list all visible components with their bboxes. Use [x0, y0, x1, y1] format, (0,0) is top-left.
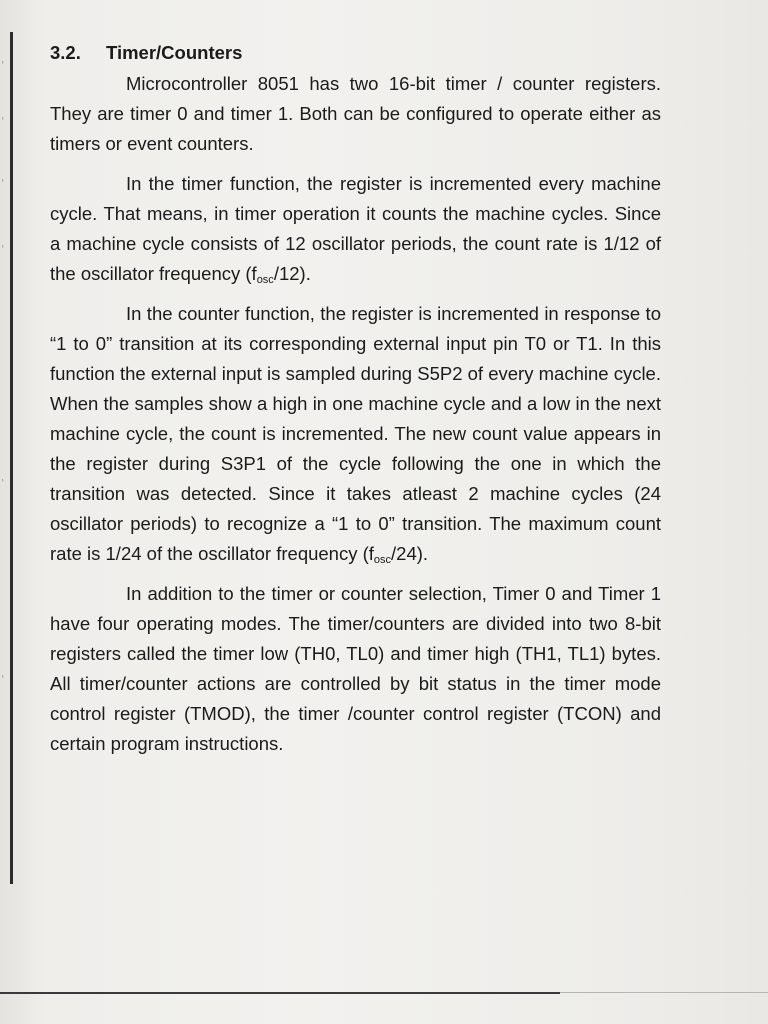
subscript: osc [373, 554, 392, 566]
paragraph-intro: Microcontroller 8051 has two 16-bit timer / counter registers. They are timer 0 and timer 1. Both can be configured to operate either as timers or event counters. [50, 73, 661, 154]
margin-bleed-mark: ʿ [0, 117, 6, 127]
page-bottom-edge [0, 992, 560, 994]
paragraph-timer-function: In the timer function, the register is incremented every machine cycle. That means, in timer operation it counts the machine cycles. Since a machine cycle consists of 12 oscillator periods, the count rate is 1/12 of the oscillator frequency $(f_{osc}/12)$. [50, 173, 661, 286]
section-title: Timer/Counters [106, 42, 243, 63]
page-binding-edge [10, 32, 13, 884]
paragraph-operating-modes: In addition to the timer or counter selection, Timer 0 and Timer 1 have four operating modes. The timer/counters are divided into two 8-bit registers called the timer low (TH0, TL0) and timer high (TH1, TL1) bytes. All timer/counter actions are controlled by bit status in the timer mode control register (TMOD), the timer /counter control register (TCON) and certain program instructions. [50, 583, 661, 754]
margin-bleed-mark: ʾ [0, 179, 6, 189]
section-heading [50, 38, 661, 68]
margin-bleed-mark: ʾ [0, 61, 6, 71]
margin-bleed-mark: ʿ [0, 675, 6, 685]
margin-bleed-mark: ʿ [0, 245, 6, 255]
margin-bleed-mark: ʾ [0, 479, 6, 489]
page-bottom-edge-faint [560, 992, 768, 993]
section-number: 3.2. [50, 42, 81, 63]
text-column [50, 38, 661, 769]
paragraph-counter-function: In the counter function, the register is incremented in response to “1 to 0” transition at its corresponding external input pin T0 or T1. In this function the external input is sampled during S5P2 of every machine cycle. When the samples show a high in one machine cycle and a low in the next machine cycle, the count is incremented. The new count value appears in the register during S3P1 of the cycle following the one in which the transition was detected. Since it takes atleast 2 machine cycles (24 oscillator periods) to recognize a “1 to 0” transition. The maximum count rate is 1/24 of the oscillator frequency $(f_{osc}/24)$. [50, 303, 661, 566]
subscript: osc [256, 274, 274, 286]
